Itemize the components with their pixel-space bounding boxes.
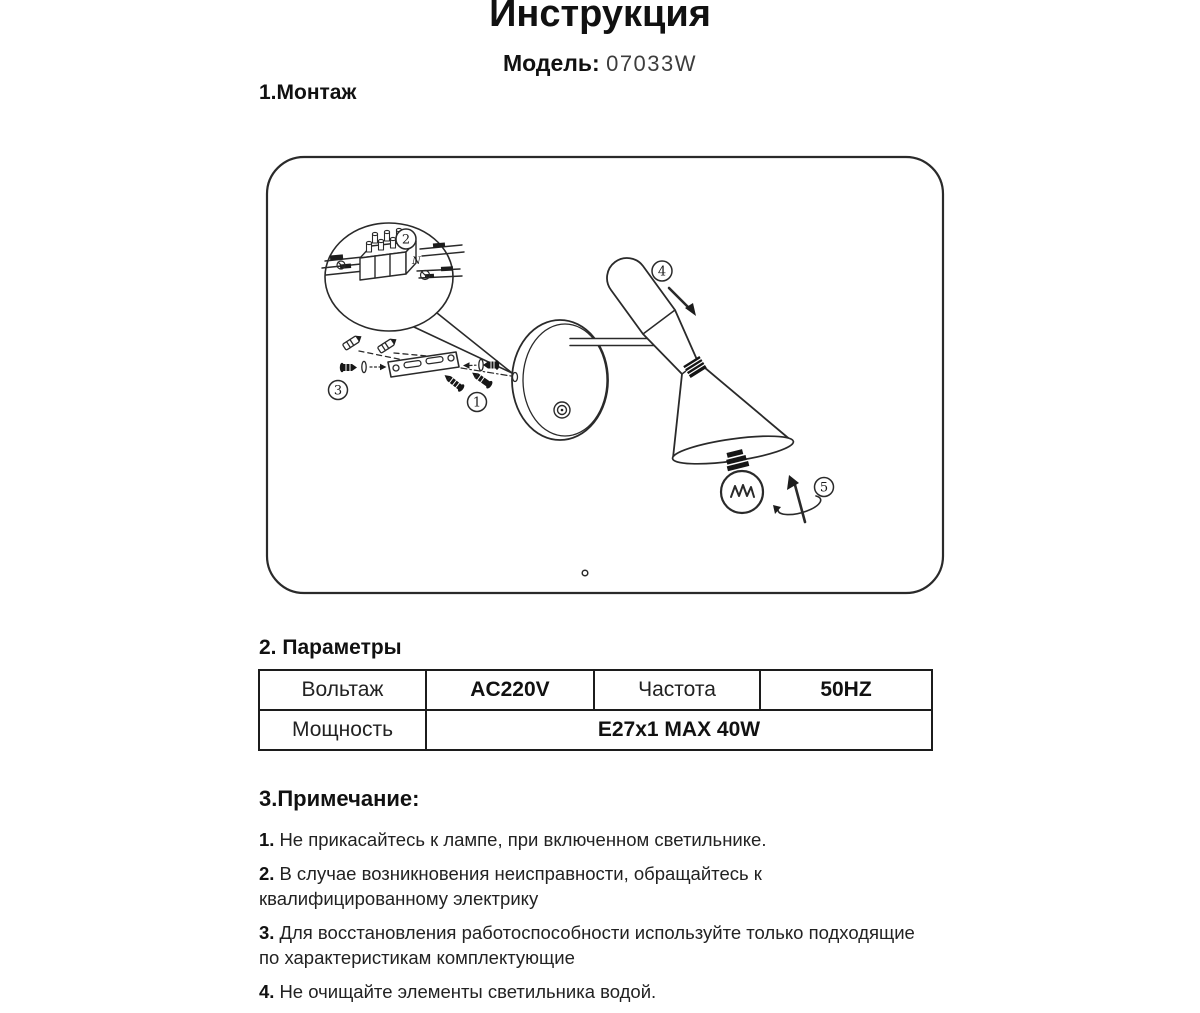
svg-text:3: 3 (334, 384, 342, 399)
washer-left (362, 361, 366, 372)
table-row (259, 710, 932, 750)
note-number: 3. (259, 922, 274, 943)
lamp-arm (570, 339, 658, 346)
wall-anchor (377, 336, 398, 353)
power-label-cell: Мощность (259, 710, 426, 750)
note-text: Не очищайте элементы светильника водой. (279, 981, 656, 1002)
note-number: 1. (259, 829, 274, 850)
table-row (259, 670, 932, 710)
step-marker-4 (652, 261, 672, 281)
arrow-right-icon (380, 364, 387, 370)
note-item (259, 861, 935, 911)
parameters-heading: 2. Параметры (259, 636, 402, 660)
power-value-cell: E27x1 MAX 40W (426, 710, 932, 750)
note-text: В случае возникновения неисправности, обращайтесь к квалифицированному электрику (259, 863, 762, 909)
rotate-arrow-icon (773, 475, 821, 522)
bottom-dot (582, 570, 588, 576)
model-line (0, 50, 1200, 77)
page-title: Инструкция (0, 0, 1200, 36)
mounting-diagram (265, 155, 945, 595)
screw-tilted (442, 372, 466, 393)
model-value: 07033W (606, 51, 697, 76)
note-number: 2. (259, 863, 274, 884)
step-marker-5 (815, 478, 834, 497)
arrow-left-icon (463, 362, 470, 368)
step-marker-3 (329, 381, 348, 400)
svg-text:5: 5 (820, 481, 828, 496)
note-item (259, 827, 935, 852)
wall-anchor (342, 333, 363, 350)
mounting-heading: 1.Монтаж (259, 81, 356, 105)
note-number: 4. (259, 981, 274, 1002)
step-marker-1 (468, 393, 487, 412)
frequency-label-cell: Частота (594, 670, 760, 710)
washer-right (479, 359, 483, 370)
notes-heading: 3.Примечание: (259, 786, 419, 812)
notes-list (259, 827, 935, 1013)
step-marker-2 (396, 229, 416, 249)
lamp-shade (607, 258, 795, 469)
parameters-table (258, 669, 933, 751)
frequency-value-cell: 50HZ (760, 670, 932, 710)
screw-left (340, 361, 387, 372)
voltage-label-cell: Вольтаж (259, 670, 426, 710)
mounting-diagram-svg (265, 155, 945, 595)
terminal-n-label: N (411, 256, 422, 267)
screw-right (463, 359, 499, 370)
svg-text:1: 1 (473, 396, 481, 411)
svg-text:2: 2 (402, 233, 410, 248)
mounting-bracket-assembly (329, 333, 512, 411)
terminal-block-inset (322, 223, 464, 331)
voltage-value-cell: AC220V (426, 670, 594, 710)
note-text: Для восстановления работоспособности используйте только подходящие по характеристикам комплектующие (259, 922, 915, 968)
note-item (259, 979, 935, 1004)
note-text: Не прикасайтесь к лампе, при включенном светильнике. (279, 829, 766, 850)
note-item (259, 920, 935, 970)
bulb-globe (721, 471, 763, 513)
model-label: Модель: (503, 50, 600, 76)
svg-text:4: 4 (658, 265, 666, 280)
